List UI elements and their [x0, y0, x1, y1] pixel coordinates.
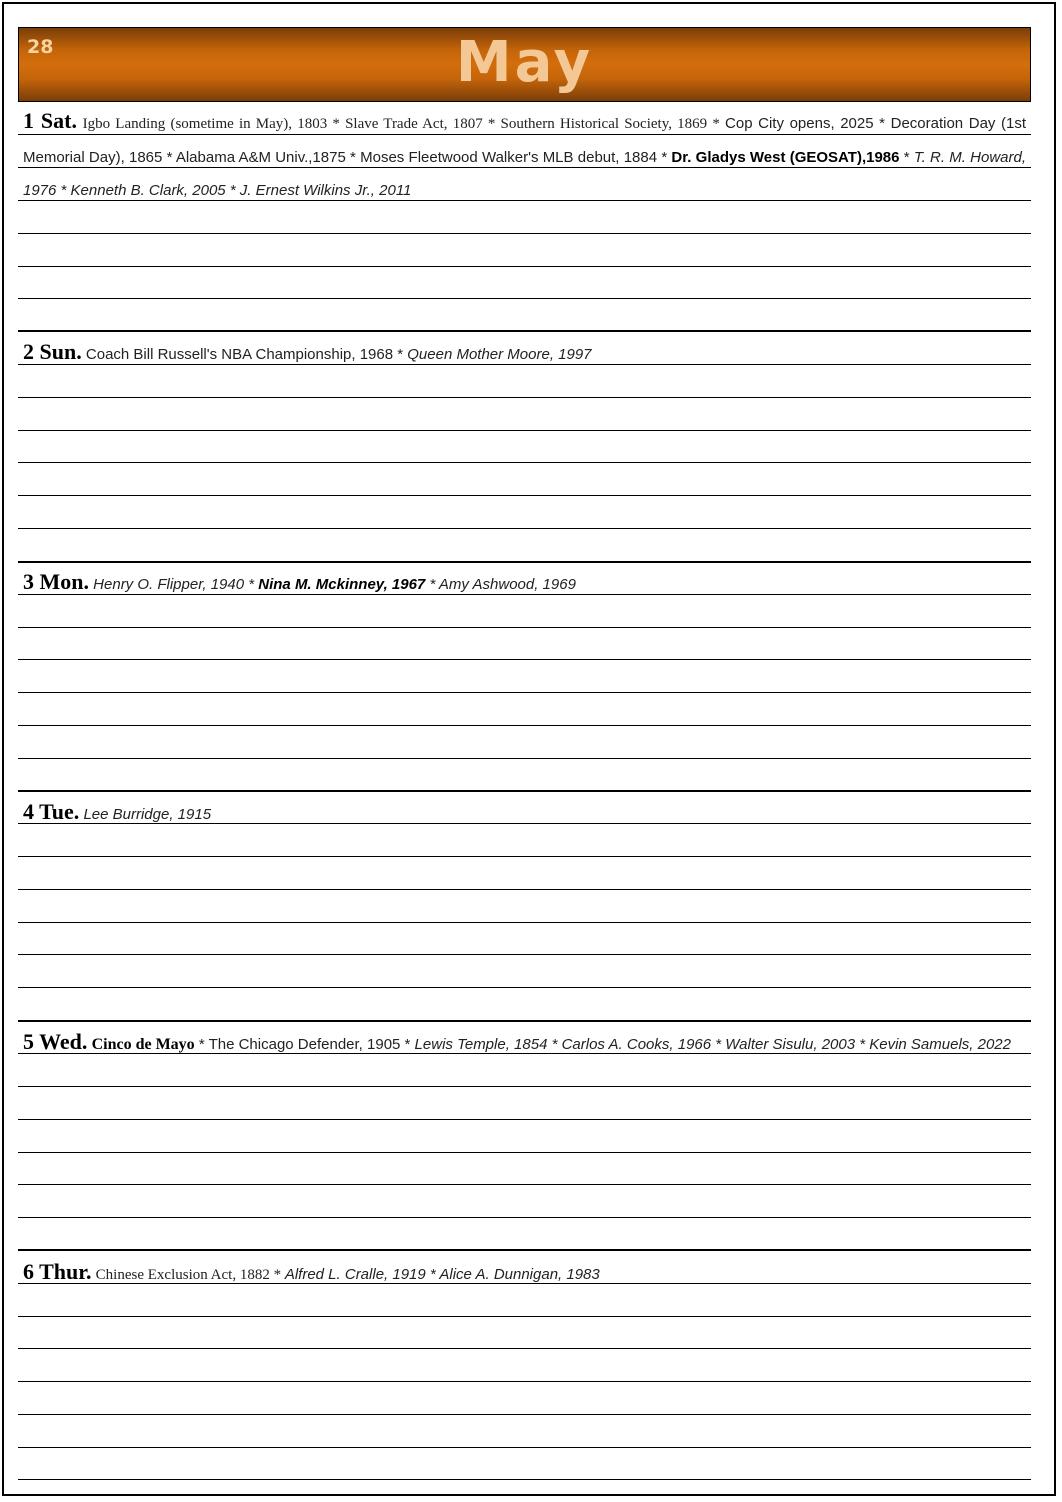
day-events: [23, 565, 1026, 601]
event-text: Cinco de Mayo: [91, 1036, 195, 1053]
writing-line: [18, 922, 1031, 923]
event-text: Coach Bill Russell's NBA Championship, 1968 *: [85, 346, 408, 363]
writing-line: [18, 1479, 1031, 1480]
event-text: Nina M. Mckinney, 1967: [258, 576, 426, 593]
month-header: [18, 27, 1031, 102]
day-separator: [18, 790, 1031, 792]
writing-line: [18, 856, 1031, 857]
page-number: 28: [27, 36, 54, 58]
writing-line: [18, 364, 1031, 365]
writing-line: [18, 889, 1031, 890]
writing-line: [18, 233, 1031, 234]
event-text: * The Chicago Defender, 1905 *: [194, 1036, 415, 1053]
day-label: 4 Tue.: [23, 799, 80, 824]
day-events: [23, 795, 1026, 831]
event-text: Henry O. Flipper, 1940 *: [93, 576, 259, 593]
event-text: Dr. Gladys West (GEOSAT),1986: [671, 149, 900, 166]
writing-line: [18, 495, 1031, 496]
day-events: [23, 335, 1026, 371]
day-section: [18, 795, 1031, 1023]
writing-line: [18, 954, 1031, 955]
day-section: [18, 1255, 1031, 1483]
writing-line: [18, 430, 1031, 431]
event-text: Chinese Exclusion Act, 1882 *: [95, 1267, 285, 1283]
event-text: Alfred L. Cralle, 1919 * Alice A. Dunnigan, 1983: [284, 1266, 600, 1283]
writing-line: [18, 1152, 1031, 1153]
writing-line: [18, 627, 1031, 628]
writing-line: [18, 1381, 1031, 1382]
day-label: 1 Sat.: [23, 108, 77, 133]
writing-line: [18, 725, 1031, 726]
day-label: 6 Thur.: [23, 1259, 92, 1284]
event-text: Igbo Landing (sometime in May), 1803 * Slave Trade Act, 1807 * Southern Historical Society, 1869 *: [82, 116, 726, 132]
event-text: Lewis Temple, 1854 * Carlos A. Cooks, 1966 * Walter Sisulu, 2003 * Kevin Samuels, 2022: [414, 1036, 1011, 1053]
writing-line: [18, 167, 1031, 168]
event-text: * Amy Ashwood, 1969: [425, 576, 576, 593]
writing-line: [18, 1217, 1031, 1218]
writing-line: [18, 758, 1031, 759]
writing-line: [18, 594, 1031, 595]
event-text: Cop City opens, 2025 * Decoration Day (1st Memorial Day), 1865 * Alabama A&M Univ.,1875 * Moses Fleetwood Walker's MLB debut, 1884 *: [23, 115, 1027, 166]
writing-line: [18, 1184, 1031, 1185]
writing-line: [18, 1283, 1031, 1284]
writing-line: [18, 1086, 1031, 1087]
event-text: Queen Mother Moore, 1997: [407, 346, 592, 363]
writing-line: [18, 1119, 1031, 1120]
day-section: [18, 104, 1031, 332]
event-text: *: [899, 149, 914, 166]
day-separator: [18, 1249, 1031, 1251]
day-events: [23, 104, 1026, 207]
writing-line: [18, 266, 1031, 267]
writing-line: [18, 692, 1031, 693]
day-section: [18, 565, 1031, 793]
day-events: [23, 1255, 1026, 1292]
writing-line: [18, 1447, 1031, 1448]
writing-line: [18, 200, 1031, 201]
writing-line: [18, 987, 1031, 988]
writing-line: [18, 298, 1031, 299]
month-title: May: [455, 30, 594, 95]
event-text: Lee Burridge, 1915: [83, 806, 212, 823]
event-text: T. R. M. Howard, 1976 * Kenneth B. Clark, 2005 * J. Ernest Wilkins Jr., 2011: [23, 149, 1026, 199]
day-section: [18, 1025, 1031, 1253]
writing-line: [18, 397, 1031, 398]
writing-line: [18, 1053, 1031, 1054]
day-label: 2 Sun.: [23, 339, 82, 364]
writing-line: [18, 134, 1031, 135]
writing-line: [18, 1414, 1031, 1415]
writing-line: [18, 1316, 1031, 1317]
day-label: 3 Mon.: [23, 569, 89, 594]
writing-line: [18, 823, 1031, 824]
day-label: 5 Wed.: [23, 1029, 88, 1054]
writing-line: [18, 528, 1031, 529]
writing-line: [18, 1348, 1031, 1349]
day-events: [23, 1025, 1026, 1061]
writing-line: [18, 462, 1031, 463]
day-separator: [18, 330, 1031, 332]
writing-line: [18, 659, 1031, 660]
day-section: [18, 335, 1031, 563]
day-separator: [18, 1020, 1031, 1022]
day-separator: [18, 561, 1031, 563]
